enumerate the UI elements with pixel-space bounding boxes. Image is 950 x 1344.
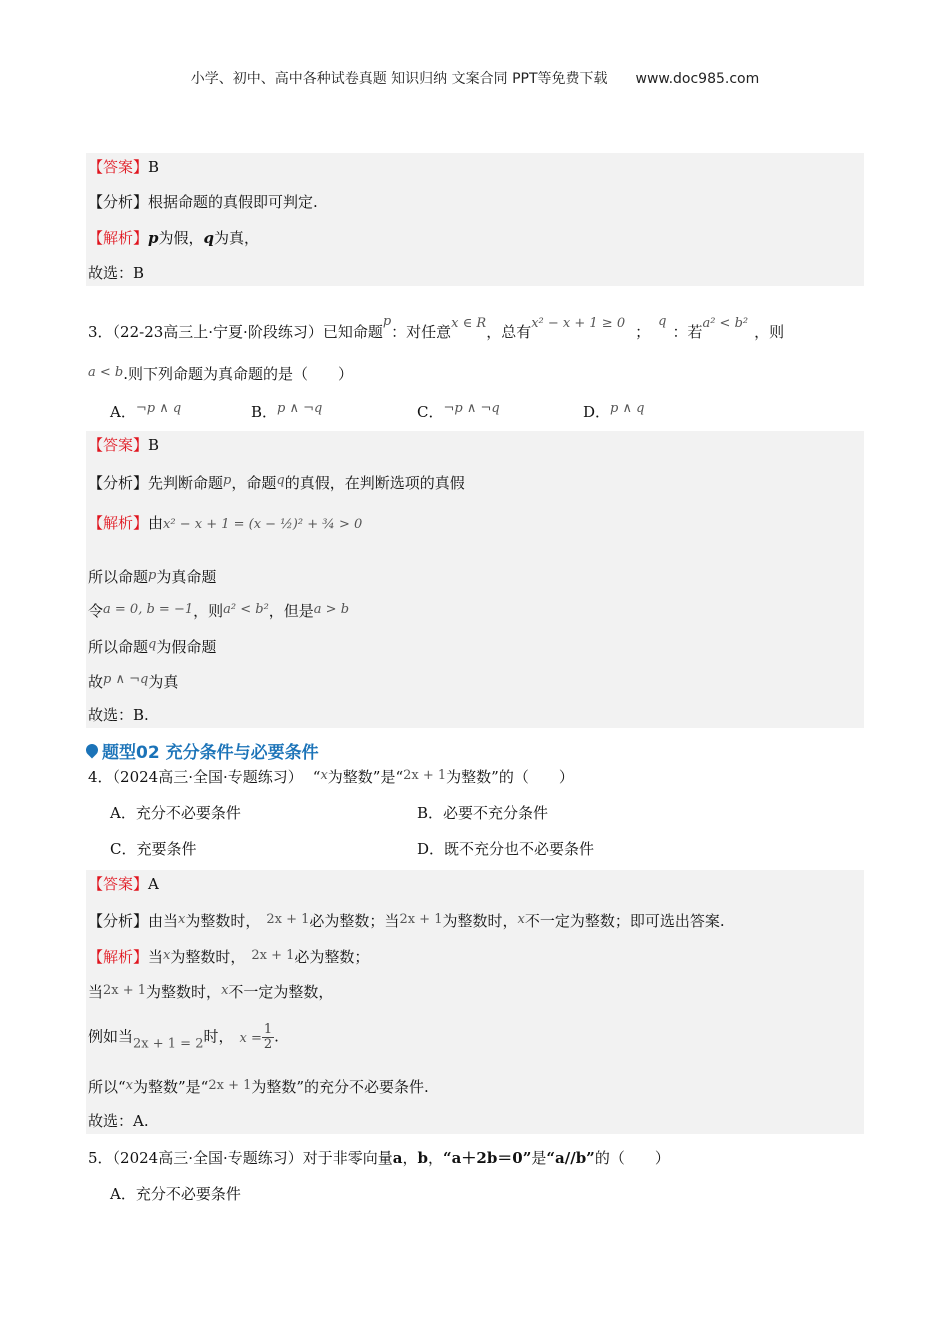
text: ，则 xyxy=(193,602,224,620)
solution-tag: 【解析】 xyxy=(88,229,149,247)
q3-option-b[interactable] xyxy=(251,398,322,423)
option-label: C． xyxy=(110,840,137,858)
q4-line3 xyxy=(88,1075,429,1098)
q4-option-b[interactable] xyxy=(417,802,548,824)
q2-solution-line xyxy=(88,227,259,249)
math-2x-plus-1: 2x + 1 xyxy=(208,1078,252,1093)
text: . xyxy=(274,1027,279,1046)
answer-tag: 【答案】 xyxy=(88,875,149,893)
math-x: x xyxy=(163,948,171,963)
text: 不一定为整数， xyxy=(228,983,334,1001)
math-q: q xyxy=(658,314,667,329)
text: 为整数”的（ ） xyxy=(446,768,574,786)
q2-text: 为假， xyxy=(158,229,204,247)
q2-choose: 故选：B xyxy=(88,264,145,282)
math-x-eq: x = xyxy=(239,1030,262,1046)
math-q: q xyxy=(276,473,285,488)
math-2x-plus-1: 2x + 1 xyxy=(103,983,147,998)
math-expr: a = 0, b = −1 xyxy=(103,602,194,617)
answer-tag: 【答案】 xyxy=(88,158,149,176)
math-ineq1: x² − x + 1 ≥ 0 xyxy=(531,316,626,331)
q4-line1 xyxy=(88,980,333,1003)
text: 为真命题 xyxy=(156,568,217,586)
text: 不一定为整数；即可选出答案. xyxy=(524,912,725,930)
option-label: C． xyxy=(417,403,444,421)
option-label: D． xyxy=(417,840,445,858)
numerator: 1 xyxy=(263,1022,273,1037)
math-x: x xyxy=(221,983,229,998)
text: ，则 xyxy=(754,323,785,341)
text: 是 xyxy=(531,1149,547,1167)
q4-answer: A xyxy=(148,875,159,893)
q3-choose: 故选：B. xyxy=(88,706,149,724)
option-text: 既不充分也不必要条件 xyxy=(444,840,595,858)
math-2x-plus-1: 2x + 1 xyxy=(251,948,295,963)
text: 例如当 xyxy=(88,1027,134,1046)
option-expr: p ∧ ¬q xyxy=(277,401,323,416)
text: 当 xyxy=(148,948,164,966)
text: ：对任意 xyxy=(391,323,452,341)
math-p: p xyxy=(382,314,392,329)
analysis-tag: 【分析】 xyxy=(88,474,149,492)
text: 为整数时， xyxy=(185,912,261,930)
math-x-in-r: x ∈ R xyxy=(451,316,487,331)
math-solution-expr: x² − x + 1 = (x − ½)² + ¾ > 0 xyxy=(163,517,363,532)
q2-text: 为真， xyxy=(214,229,260,247)
analysis-tag: 【分析】 xyxy=(88,912,149,930)
q4-analysis-line xyxy=(88,909,725,932)
map-pin-icon xyxy=(84,742,101,759)
option-label: B． xyxy=(417,804,444,822)
text: 必为整数；当 xyxy=(309,912,400,930)
q3-answer: B xyxy=(148,436,160,454)
option-expr: ¬p ∧ ¬q xyxy=(443,401,500,416)
header-text: 小学、初中、高中各种试卷真题 知识归纳 文案合同 PPT等免费下载 xyxy=(190,71,608,87)
q3-line2 xyxy=(88,599,349,622)
option-label: B． xyxy=(251,403,278,421)
q3-solution-line xyxy=(88,512,362,536)
q4-number: 4． xyxy=(88,768,113,786)
text: 为整数时， xyxy=(442,912,518,930)
math-x: x xyxy=(178,912,186,927)
q4-option-a[interactable] xyxy=(110,802,241,824)
math-p: p xyxy=(223,473,232,488)
option-expr: p ∧ q xyxy=(610,401,645,416)
text: 故 xyxy=(88,673,104,691)
q5-option-a[interactable] xyxy=(110,1183,241,1205)
text: 所以命题 xyxy=(88,638,149,656)
q2-analysis: 根据命题的真假即可判定. xyxy=(148,193,318,211)
text: 当 xyxy=(88,983,104,1001)
option-label: A． xyxy=(110,804,136,822)
denominator: 2 xyxy=(263,1037,273,1052)
solution-tag: 【解析】 xyxy=(88,514,149,532)
q3-line4 xyxy=(88,669,178,693)
text: 的（ ） xyxy=(594,1149,670,1167)
text: ，但是 xyxy=(268,602,314,620)
math-expr: p ∧ ¬q xyxy=(103,672,149,687)
section-title xyxy=(86,738,319,763)
math-expr: 2x + 1 = 2 xyxy=(133,1036,204,1052)
text: 先判断命题 xyxy=(148,474,224,492)
q2-var-p: p xyxy=(148,229,159,247)
q4-option-d[interactable] xyxy=(417,838,594,860)
math-ineq2: a² < b² xyxy=(702,316,749,331)
math-expr: a² < b² xyxy=(223,602,269,617)
q4-choose: 故选：A. xyxy=(88,1112,149,1130)
page-header xyxy=(0,68,950,88)
text: “ xyxy=(312,768,321,786)
text: 由 xyxy=(148,514,164,532)
math-q: q xyxy=(148,637,157,652)
option-label: D． xyxy=(583,403,611,421)
q5-source: （2024高三·全国·专题练习）对于非零向量 xyxy=(112,1149,393,1167)
text: 为假命题 xyxy=(156,638,217,656)
q3-stem-line1 xyxy=(88,311,784,343)
answer-block-q2 xyxy=(86,153,864,286)
q4-solution-line xyxy=(88,945,369,968)
solution-tag: 【解析】 xyxy=(88,948,149,966)
option-text: 必要不充分条件 xyxy=(443,804,549,822)
text: ，命题 xyxy=(231,474,277,492)
math-x: x xyxy=(125,1078,134,1093)
q2-answer-line xyxy=(88,156,159,178)
text: 令 xyxy=(88,602,104,620)
math-x: x xyxy=(320,768,328,783)
math-2x-plus-1: 2x + 1 xyxy=(399,912,443,927)
vector-a: a xyxy=(392,1149,403,1167)
text: ， xyxy=(402,1149,418,1167)
q4-option-c[interactable] xyxy=(110,838,197,860)
math-2x-plus-1: 2x + 1 xyxy=(403,768,447,783)
option-text: 充要条件 xyxy=(136,840,197,858)
text: 为整数”的充分不必要条件. xyxy=(251,1078,429,1096)
text: 为整数时， xyxy=(170,948,246,966)
q2-var-q: q xyxy=(203,229,215,247)
q4-answer-line xyxy=(88,873,159,895)
q2-answer: B xyxy=(148,158,160,176)
text: 为整数”是“ xyxy=(133,1078,209,1096)
q3-analysis-line xyxy=(88,470,465,494)
header-site-link[interactable]: www.doc985.com xyxy=(635,71,760,87)
q4-source: （2024高三·全国·专题练习） xyxy=(112,768,303,786)
fraction-one-half xyxy=(262,1023,274,1052)
text: ，总有 xyxy=(486,323,532,341)
text: 所以“ xyxy=(88,1078,126,1096)
analysis-tag: 【分析】 xyxy=(88,193,149,211)
text: ：若 xyxy=(672,323,703,341)
text: 为整数”是“ xyxy=(327,768,404,786)
q3-option-a[interactable] xyxy=(110,398,181,423)
math-a-lt-b: a < b xyxy=(88,365,124,380)
text: ， xyxy=(428,1149,444,1167)
math-expr: a > b xyxy=(313,602,350,617)
q3-option-d[interactable] xyxy=(583,398,644,423)
q4-line2 xyxy=(88,1023,279,1056)
answer-tag: 【答案】 xyxy=(88,436,149,454)
q4-stem xyxy=(88,765,574,788)
q5-expr2: “a//b” xyxy=(546,1149,595,1167)
vector-b: b xyxy=(417,1149,429,1167)
q3-line3 xyxy=(88,634,216,658)
q3-source: （22-23高三上·宁夏·阶段练习）已知命题 xyxy=(112,323,383,341)
q5-expr1: “a＋2b＝0” xyxy=(443,1149,532,1167)
q3-stem-line2 xyxy=(88,362,353,385)
option-expr: ¬p ∧ q xyxy=(135,401,182,416)
option-text: 充分不必要条件 xyxy=(135,1185,241,1203)
text: 为整数时， xyxy=(146,983,222,1001)
section-title-text: 题型02 充分条件与必要条件 xyxy=(102,743,319,763)
q3-answer-line xyxy=(88,434,159,456)
text: 所以命题 xyxy=(88,568,149,586)
q5-number: 5． xyxy=(88,1149,113,1167)
option-label: A． xyxy=(110,1185,136,1203)
math-p: p xyxy=(148,568,157,583)
option-label: A． xyxy=(110,403,136,421)
math-x: x xyxy=(517,912,525,927)
q5-stem xyxy=(88,1147,670,1169)
text: 为真 xyxy=(148,673,179,691)
q3-option-c[interactable] xyxy=(417,398,500,423)
math-2x-plus-1: 2x + 1 xyxy=(266,912,310,927)
q3-number: 3． xyxy=(88,323,113,341)
text: ； xyxy=(635,323,651,341)
text: 的真假，在判断选项的真假 xyxy=(284,474,465,492)
q3-question: .则下列命题为真命题的是（ ） xyxy=(123,365,354,383)
text: 由当 xyxy=(148,912,179,930)
q2-analysis-line xyxy=(88,191,318,213)
q3-line1 xyxy=(88,565,216,588)
option-text: 充分不必要条件 xyxy=(135,804,241,822)
text: 必为整数； xyxy=(294,948,370,966)
text: 时， xyxy=(203,1027,234,1046)
